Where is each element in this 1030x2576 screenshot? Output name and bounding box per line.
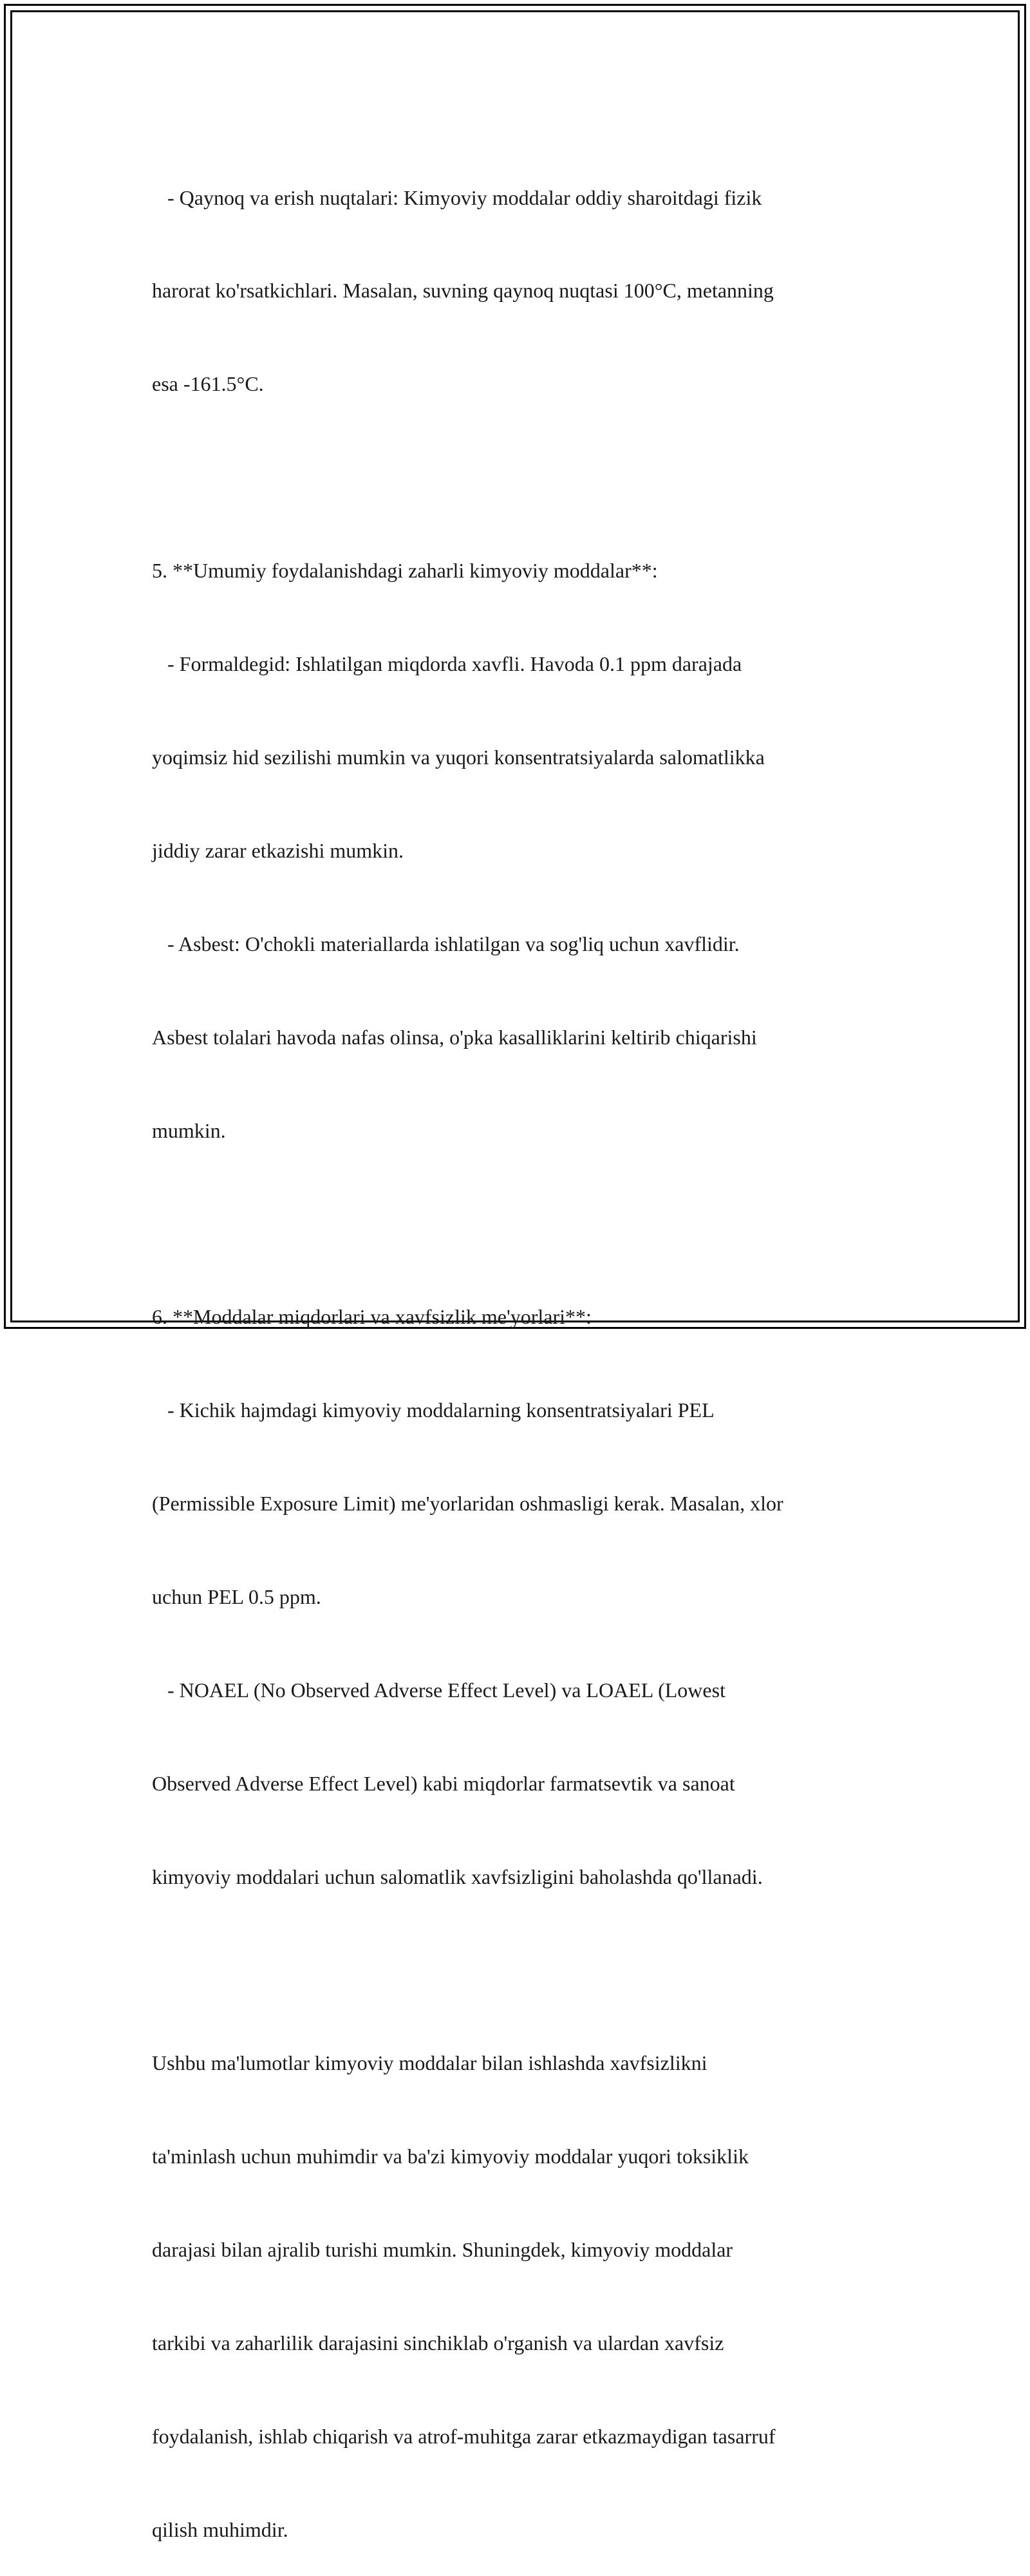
text-line: kimyoviy moddalari uchun salomatlik xavfsizligini baholashda qo'llanadi.: [152, 1865, 763, 1888]
document-body: [152, 120, 886, 2576]
section-heading: 5. **Umumiy foydalanishdagi zaharli kimyoviy moddalar**:: [152, 559, 658, 583]
text-line: - Formaldegid: Ishlatilgan miqdorda xavfli. Havoda 0.1 ppm darajada: [152, 652, 742, 676]
text-line: darajasi bilan ajralib turishi mumkin. Shuningdek, kimyoviy moddalar: [152, 2238, 733, 2262]
text-line: uchun PEL 0.5 ppm.: [152, 1584, 321, 1608]
text-line: Ushbu ma'lumotlar kimyoviy moddalar bilan ishlashda xavfsizlikni: [152, 2051, 707, 2075]
text-line: - Kichik hajmdagi kimyoviy moddalarning konsentratsiyalari PEL: [152, 1398, 715, 1422]
blank-line: [152, 1208, 886, 1239]
text-line: jiddiy zarar etkazishi mumkin.: [152, 838, 404, 862]
text-line: Asbest tolalari havoda nafas olinsa, o'pka kasalliklarini keltirib chiqarishi: [152, 1025, 757, 1049]
text-line: ta'minlash uchun muhimdir va ba'zi kimyoviy moddalar yuqori toksiklik: [152, 2145, 749, 2168]
text-line: - NOAEL (No Observed Adverse Effect Level) va LOAEL (Lowest: [152, 1678, 726, 1702]
text-line: mumkin.: [152, 1118, 226, 1142]
section-heading: 6. **Moddalar miqdorlari va xavfsizlik me'yorlari**:: [152, 1305, 592, 1329]
text-line: esa -161.5°C.: [152, 372, 264, 396]
text-line: qilish muhimdir.: [152, 2517, 288, 2541]
text-line: yoqimsiz hid sezilishi mumkin va yuqori konsentratsiyalarda salomatlikka: [152, 745, 765, 769]
text-line: tarkibi va zaharlilik darajasini sinchiklab o'rganish va ulardan xavfsiz: [152, 2331, 724, 2355]
text-line: harorat ko'rsatkichlari. Masalan, suvning qaynoq nuqtasi 100°C, metanning: [152, 279, 774, 303]
text-line: (Permissible Exposure Limit) me'yorlaridan oshmasligi kerak. Masalan, xlor: [152, 1492, 783, 1516]
text-line: - Asbest: O'chokli materiallarda ishlatilgan va sog'liq uchun xavflidir.: [152, 932, 740, 955]
text-line: - Qaynoq va erish nuqtalari: Kimyoviy moddalar oddiy sharoitdagi fizik: [152, 185, 762, 209]
text-line: Observed Adverse Effect Level) kabi miqdorlar farmatsevtik va sanoat: [152, 1771, 735, 1795]
blank-line: [152, 462, 886, 493]
text-line: foydalanish, ishlab chiqarish va atrof-muhitga zarar etkazmaydigan tasarruf: [152, 2424, 776, 2448]
blank-line: [152, 1955, 886, 1986]
